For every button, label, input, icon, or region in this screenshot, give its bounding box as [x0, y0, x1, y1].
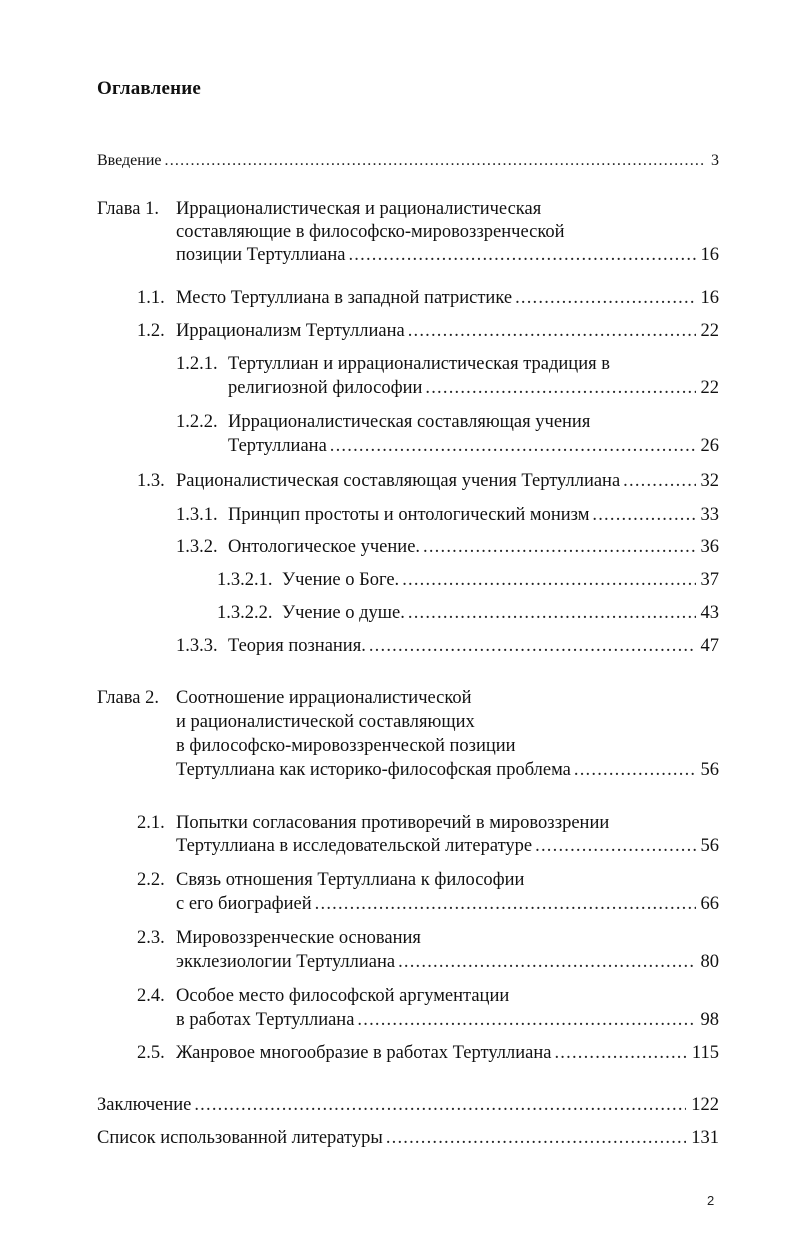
dot-leader	[425, 376, 695, 400]
toc-title: Оглавление	[97, 78, 202, 99]
entry-label-line: и рационалистической составляющих	[176, 712, 475, 732]
page-folio: 2	[707, 1193, 715, 1208]
dot-leader	[535, 834, 695, 858]
entry-label: Принцип простоты и онтологический монизм	[228, 505, 590, 525]
entry-label: Место Тертуллиана в западной патристике	[176, 288, 513, 308]
page-number: 22	[700, 378, 719, 398]
entry-label-line: Соотношение иррационалистической	[176, 688, 472, 708]
entry-label: Введение	[97, 152, 162, 169]
entry-label-line: экклезиологии Тертуллиана	[176, 952, 396, 972]
entry-label-line: Тертуллиан и иррационалистическая традиция в	[228, 354, 610, 374]
dot-leader	[194, 1093, 686, 1117]
dot-leader	[348, 243, 695, 267]
dot-leader	[515, 286, 695, 310]
section-number: 1.2.	[137, 321, 165, 341]
dot-leader	[357, 1008, 695, 1032]
page-number: 33	[700, 505, 719, 525]
entry-label-line: Тертуллиана	[228, 436, 327, 456]
section-number: 1.3.	[137, 471, 165, 491]
dot-leader	[330, 434, 696, 458]
entry-label-line: Особое место философской аргументации	[176, 986, 510, 1006]
entry-label-line: религиозной философии	[228, 378, 423, 398]
dot-leader	[423, 535, 695, 559]
page-number: 26	[700, 436, 719, 456]
dot-leader	[315, 892, 696, 916]
page-number: 3	[711, 152, 719, 169]
page-number: 32	[700, 471, 719, 491]
entry-label-line: Мировоззренческие основания	[176, 928, 421, 948]
page-number: 47	[700, 636, 719, 656]
entry-label-line: Тертуллиана в исследовательской литературе	[176, 836, 533, 856]
entry-label: Рационалистическая составляющая учения Тертуллиана	[176, 471, 621, 491]
entry-label-line: позиции Тертуллиана	[176, 245, 346, 265]
page-number: 122	[691, 1095, 719, 1115]
entry-label: Список использованной литературы	[97, 1128, 383, 1148]
entry-label: Заключение	[97, 1095, 192, 1115]
entry-label-line: Связь отношения Тертуллиана к философии	[176, 870, 525, 890]
section-number: 2.2.	[137, 870, 165, 890]
page-number: 16	[700, 288, 719, 308]
section-number: 1.1.	[137, 288, 165, 308]
entry-label-line: Тертуллиана как историко-философская проблема	[176, 760, 571, 780]
dot-leader	[408, 601, 696, 625]
page-number: 66	[700, 894, 719, 914]
section-number: 1.3.3.	[176, 636, 218, 656]
section-number: 2.5.	[137, 1043, 165, 1063]
entry-label-line: Попытки согласования противоречий в мировоззрении	[176, 813, 610, 833]
section-number: 2.1.	[137, 813, 165, 833]
page-number: 16	[700, 245, 719, 265]
page-number: 37	[700, 570, 719, 590]
entry-label: Теория познания.	[228, 636, 366, 656]
dot-leader	[574, 758, 696, 782]
page-number: 22	[700, 321, 719, 341]
entry-label: Иррационализм Тертуллиана	[176, 321, 405, 341]
entry-label-line: составляющие в философско-мировоззренческой	[176, 222, 565, 242]
entry-label-line: Иррационалистическая и рационалистическая	[176, 199, 542, 219]
dot-leader	[623, 469, 695, 493]
page-number: 56	[700, 760, 719, 780]
section-number: 2.3.	[137, 928, 165, 948]
section-number: 2.4.	[137, 986, 165, 1006]
dot-leader	[398, 950, 695, 974]
chapter-number: Глава 1.	[97, 199, 159, 219]
entry-label-line: с его биографией	[176, 894, 312, 914]
chapter-number: Глава 2.	[97, 688, 159, 708]
dot-leader	[592, 503, 695, 527]
section-number: 1.2.1.	[176, 354, 218, 374]
entry-label: Онтологическое учение.	[228, 537, 421, 557]
entry-label-line: Иррационалистическая составляющая учения	[228, 412, 591, 432]
page-number: 56	[700, 836, 719, 856]
dot-leader	[165, 152, 707, 170]
page-number: 115	[691, 1043, 719, 1063]
page-number: 80	[700, 952, 719, 972]
entry-label-line: в работах Тертуллиана	[176, 1010, 355, 1030]
section-number: 1.3.2.1.	[217, 570, 273, 590]
page-number: 43	[700, 603, 719, 623]
entry-label: Учение о Боге.	[282, 570, 400, 590]
dot-leader	[402, 568, 695, 592]
section-number: 1.3.2.2.	[217, 603, 273, 623]
dot-leader	[386, 1126, 686, 1150]
section-number: 1.3.1.	[176, 505, 218, 525]
entry-label-line: в философско-мировоззренческой позиции	[176, 736, 516, 756]
dot-leader	[369, 634, 696, 658]
page-number: 131	[691, 1128, 719, 1148]
section-number: 1.2.2.	[176, 412, 218, 432]
page-number: 36	[700, 537, 719, 557]
entry-label: Учение о душе.	[282, 603, 405, 623]
dot-leader	[554, 1041, 686, 1065]
section-number: 1.3.2.	[176, 537, 218, 557]
entry-label: Жанровое многообразие в работах Тертуллиана	[176, 1043, 552, 1063]
dot-leader	[408, 319, 696, 343]
page-number: 98	[700, 1010, 719, 1030]
